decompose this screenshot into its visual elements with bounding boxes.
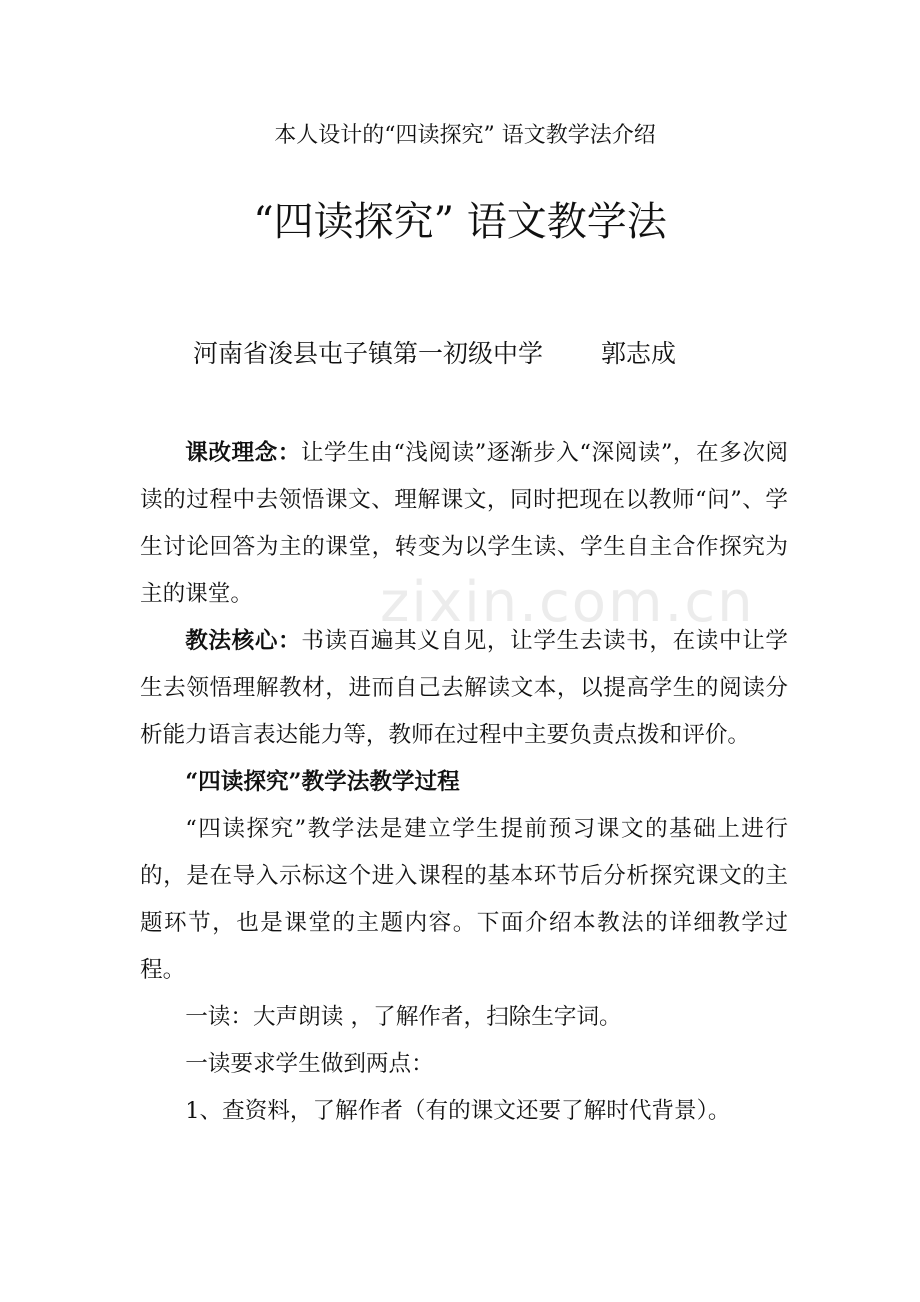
school-name: 河南省浚县屯子镇第一初级中学 [193, 339, 544, 368]
process-heading: “四读探究”教学法教学过程 [185, 769, 460, 795]
core-paragraph [140, 618, 788, 759]
concept-paragraph [140, 430, 788, 618]
author-name: 郭志成 [601, 339, 677, 368]
author-line [193, 336, 676, 372]
core-label: 教法核心： [185, 628, 302, 654]
read1-paragraph: 一读：大声朗读 ，了解作者，扫除生字词。 [185, 1004, 622, 1030]
document-title: “四读探究” 语文教学法 [253, 199, 667, 245]
document-body [140, 430, 788, 1135]
concept-label: 课改理念： [185, 440, 301, 466]
core-text: 书读百遍其义自见，让学生去读书，在读中让学生去领悟理解教材，进而自己去解读文本，以提高学生的阅读分析能力语言表达能力等，教师在过程中主要负责点拨和评价。 [140, 628, 789, 748]
concept-text: 让学生由“浅阅读”逐渐步入“深阅读”，在多次阅读的过程中去领悟课文、理解课文，同时把现在以教师“问”、学生讨论回答为主的课堂，转变为以学生读、学生自主合作探究为主的课堂。 [140, 440, 789, 607]
read1-requirements: 一读要求学生做到两点： [185, 1051, 434, 1077]
process-paragraph: “四读探究”教学法是建立学生提前预习课文的基础上进行的，是在导入示标这个进入课程的基本环节后分析探究课文的主题环节，也是课堂的主题内容。下面介绍本教法的详细教学过程。 [140, 816, 788, 983]
document-subtitle: 本人设计的“四读探究” 语文教学法介绍 [274, 123, 656, 148]
point-1: 1、查资料，了解作者（有的课文还要了解时代背景）。 [185, 1098, 731, 1124]
watermark: zixin.com.cn [380, 570, 755, 635]
